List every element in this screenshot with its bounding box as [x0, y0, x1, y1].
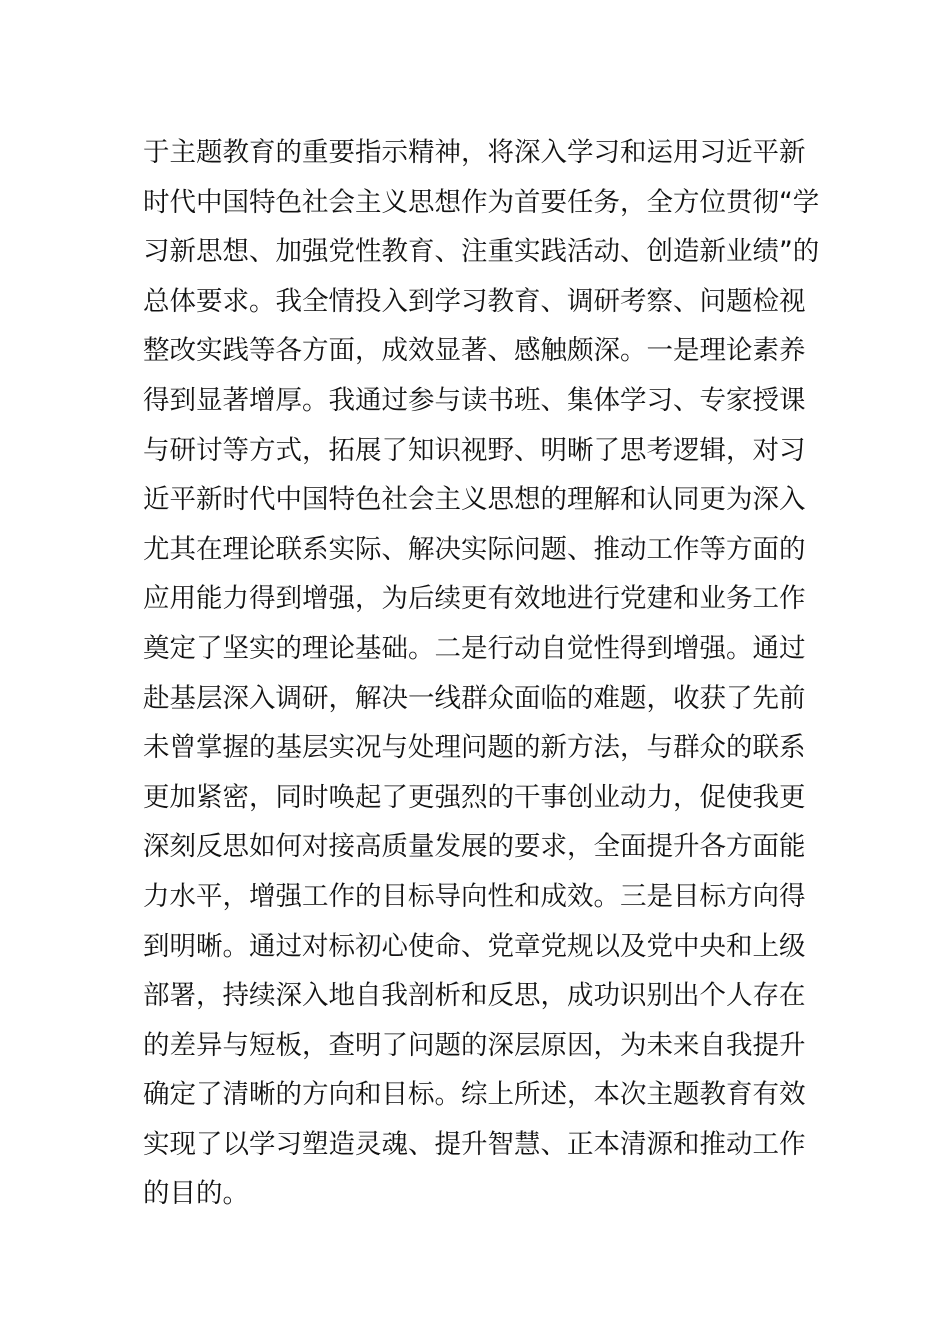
text-line: 深刻反思如何对接高质量发展的要求，全面提升各方面能: [143, 831, 806, 863]
body-paragraph: [143, 128, 823, 1219]
text-line: 整改实践等各方面，成效显著、感触颇深。一是理论素养: [143, 335, 806, 367]
text-line: 部署，持续深入地自我剖析和反思，成功识别出个人存在: [143, 980, 806, 1012]
text-line: 力水平，增强工作的目标导向性和成效。三是目标方向得: [143, 880, 806, 912]
text-line: 赴基层深入调研，解决一线群众面临的难题，收获了先前: [143, 682, 806, 714]
text-line: 的差异与短板，查明了问题的深层原因，为未来自我提升: [143, 1029, 806, 1061]
text-line: 习新思想、加强党性教育、注重实践活动、创造新业绩”的: [143, 236, 820, 268]
text-line: 时代中国特色社会主义思想作为首要任务，全方位贯彻“学: [143, 186, 820, 218]
text-line: 近平新时代中国特色社会主义思想的理解和认同更为深入: [143, 484, 806, 516]
text-line: 到明晰。通过对标初心使命、党章党规以及党中央和上级: [143, 930, 806, 962]
text-line: 确定了清晰的方向和目标。综上所述，本次主题教育有效: [143, 1079, 806, 1111]
text-line: 总体要求。我全情投入到学习教育、调研考察、问题检视: [143, 285, 806, 317]
text-line: 尤其在理论联系实际、解决实际问题、推动工作等方面的: [143, 533, 806, 565]
text-line: 更加紧密，同时唤起了更强烈的干事创业动力，促使我更: [143, 781, 806, 813]
text-line: 得到显著增厚。我通过参与读书班、集体学习、专家授课: [143, 384, 806, 416]
text-line: 实现了以学习塑造灵魂、提升智慧、正本清源和推动工作: [143, 1128, 806, 1160]
text-line: 奠定了坚实的理论基础。二是行动自觉性得到增强。通过: [143, 632, 806, 664]
text-line: 于主题教育的重要指示精神，将深入学习和运用习近平新: [143, 137, 806, 168]
text-line: 应用能力得到增强，为后续更有效地进行党建和业务工作: [143, 583, 806, 615]
text-line: 的目的。: [143, 1178, 249, 1210]
text-line: 未曾掌握的基层实况与处理问题的新方法，与群众的联系: [143, 732, 806, 764]
text-line: 与研讨等方式，拓展了知识视野、明晰了思考逻辑，对习: [143, 434, 806, 466]
